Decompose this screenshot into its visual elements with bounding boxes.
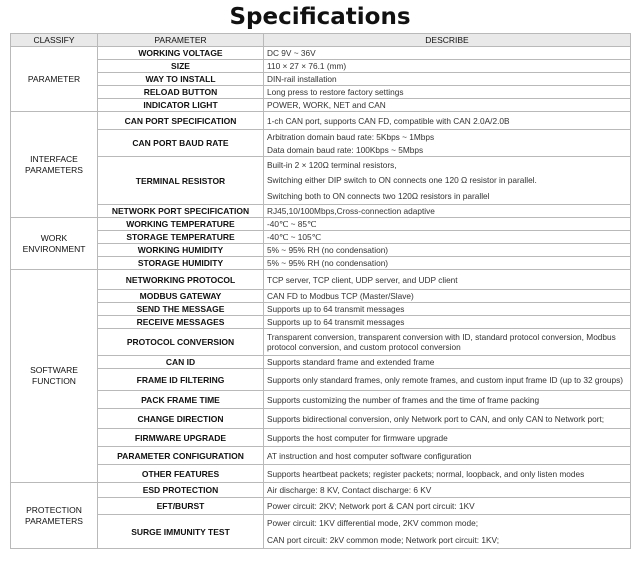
describe-cell: Supports up to 64 transmit messages	[264, 316, 631, 329]
describe-cell: Supports standard frame and extended frame	[264, 356, 631, 369]
table-row	[11, 329, 631, 356]
parameter-cell: SIZE	[98, 60, 264, 73]
parameter-cell: NETWORKING PROTOCOL	[98, 270, 264, 290]
table-row	[11, 218, 631, 231]
describe-line: CAN port circuit: 2kV common mode; Network port circuit: 1KV;	[267, 534, 500, 545]
describe-cell: Supports bidirectional conversion, only Network port to CAN, and only CAN to Network port;	[264, 409, 631, 429]
page-title: Specifications	[229, 4, 411, 30]
parameter-cell: CAN ID	[98, 356, 264, 369]
describe-cell	[264, 130, 631, 157]
category-cell: INTERFACE PARAMETERS	[11, 112, 98, 218]
parameter-cell: CHANGE DIRECTION	[98, 409, 264, 429]
table-row	[11, 244, 631, 257]
describe-cell: DIN-rail installation	[264, 73, 631, 86]
table-row	[11, 60, 631, 73]
describe-cell: -40℃ ~ 85℃	[264, 218, 631, 231]
table-row	[11, 356, 631, 369]
header-parameter: PARAMETER	[98, 34, 264, 47]
category-cell: SOFTWARE FUNCTION	[11, 270, 98, 483]
describe-cell: Air discharge: 8 KV, Contact discharge: 6 KV	[264, 483, 631, 498]
parameter-cell: RELOAD BUTTON	[98, 86, 264, 99]
parameter-cell: OTHER FEATURES	[98, 465, 264, 483]
parameter-cell: RECEIVE MESSAGES	[98, 316, 264, 329]
parameter-cell: PARAMETER CONFIGURATION	[98, 447, 264, 465]
header-classify: CLASSIFY	[11, 34, 98, 47]
describe-cell: TCP server, TCP client, UDP server, and UDP client	[264, 270, 631, 290]
table-row	[11, 498, 631, 515]
parameter-cell: EFT/BURST	[98, 498, 264, 515]
describe-line: Power circuit: 1KV differential mode, 2KV common mode;	[267, 518, 479, 529]
describe-cell: Supports heartbeat packets; register packets; normal, loopback, and only listen modes	[264, 465, 631, 483]
describe-cell: CAN FD to Modbus TCP (Master/Slave)	[264, 290, 631, 303]
describe-cell: Supports customizing the number of frames and the time of frame packing	[264, 391, 631, 409]
parameter-cell: STORAGE TEMPERATURE	[98, 231, 264, 244]
parameter-cell: TERMINAL RESISTOR	[98, 157, 264, 205]
describe-cell: 1-ch CAN port, supports CAN FD, compatible with CAN 2.0A/2.0B	[264, 112, 631, 130]
describe-cell: Supports up to 64 transmit messages	[264, 303, 631, 316]
table-row	[11, 447, 631, 465]
parameter-cell: NETWORK PORT SPECIFICATION	[98, 205, 264, 218]
table-row	[11, 303, 631, 316]
table-row	[11, 86, 631, 99]
describe-cell: Long press to restore factory settings	[264, 86, 631, 99]
parameter-cell: SEND THE MESSAGE	[98, 303, 264, 316]
parameter-cell: INDICATOR LIGHT	[98, 99, 264, 112]
table-row	[11, 465, 631, 483]
table-header-row	[11, 34, 631, 47]
parameter-cell: WAY TO INSTALL	[98, 73, 264, 86]
describe-cell: Supports only standard frames, only remote frames, and custom input frame ID (up to 32 groups)	[264, 369, 631, 391]
parameter-cell: CAN PORT SPECIFICATION	[98, 112, 264, 130]
describe-line: Switching either DIP switch to ON connects one 120 Ω resistor in parallel.	[267, 175, 537, 186]
describe-cell: Supports the host computer for firmware upgrade	[264, 429, 631, 447]
category-cell: WORK ENVIRONMENT	[11, 218, 98, 270]
parameter-cell: WORKING HUMIDITY	[98, 244, 264, 257]
parameter-cell: STORAGE HUMIDITY	[98, 257, 264, 270]
table-row	[11, 99, 631, 112]
describe-cell: RJ45,10/100Mbps,Cross-connection adaptive	[264, 205, 631, 218]
table-row	[11, 257, 631, 270]
describe-cell: AT instruction and host computer software configuration	[264, 447, 631, 465]
header-describe: DESCRIBE	[264, 34, 631, 47]
describe-line: Arbitration domain baud rate: 5Kbps ~ 1Mbps	[267, 131, 435, 142]
parameter-cell: MODBUS GATEWAY	[98, 290, 264, 303]
describe-cell: POWER, WORK, NET and CAN	[264, 99, 631, 112]
parameter-cell: WORKING VOLTAGE	[98, 47, 264, 60]
describe-line: Built-in 2 × 120Ω terminal resistors,	[267, 159, 397, 170]
category-cell: PARAMETER	[11, 47, 98, 112]
parameter-cell: WORKING TEMPERATURE	[98, 218, 264, 231]
parameter-cell: ESD PROTECTION	[98, 483, 264, 498]
describe-cell	[264, 157, 631, 205]
table-row	[11, 112, 631, 130]
table-row	[11, 290, 631, 303]
table-row	[11, 47, 631, 60]
table-row	[11, 409, 631, 429]
describe-cell: -40℃ ~ 105℃	[264, 231, 631, 244]
parameter-cell: CAN PORT BAUD RATE	[98, 130, 264, 157]
parameter-cell: PACK FRAME TIME	[98, 391, 264, 409]
parameter-cell: PROTOCOL CONVERSION	[98, 329, 264, 356]
table-row	[11, 483, 631, 498]
table-row	[11, 391, 631, 409]
table-row	[11, 231, 631, 244]
describe-line: Data domain baud rate: 100Kbps ~ 5Mbps	[267, 144, 424, 155]
describe-cell: Transparent conversion, transparent conversion with ID, standard protocol conversion, Modbus protocol conversion, and custom protocol conversion	[264, 329, 631, 356]
table-row	[11, 369, 631, 391]
describe-cell	[264, 515, 631, 549]
table-row	[11, 515, 631, 549]
table-row	[11, 157, 631, 205]
table-row	[11, 73, 631, 86]
describe-cell: DC 9V ~ 36V	[264, 47, 631, 60]
table-row	[11, 205, 631, 218]
parameter-cell: SURGE IMMUNITY TEST	[98, 515, 264, 549]
parameter-cell: FRAME ID FILTERING	[98, 369, 264, 391]
describe-cell: Power circuit: 2KV; Network port & CAN port circuit: 1KV	[264, 498, 631, 515]
category-cell: PROTECTION PARAMETERS	[11, 483, 98, 549]
table-row	[11, 316, 631, 329]
describe-cell: 5% ~ 95% RH (no condensation)	[264, 257, 631, 270]
table-row	[11, 429, 631, 447]
describe-line: Switching both to ON connects two 120Ω resistors in parallel	[267, 191, 490, 202]
table-row	[11, 270, 631, 290]
table-row	[11, 130, 631, 157]
describe-cell: 110 × 27 × 76.1 (mm)	[264, 60, 631, 73]
describe-cell: 5% ~ 95% RH (no condensation)	[264, 244, 631, 257]
spec-table	[10, 33, 631, 549]
parameter-cell: FIRMWARE UPGRADE	[98, 429, 264, 447]
